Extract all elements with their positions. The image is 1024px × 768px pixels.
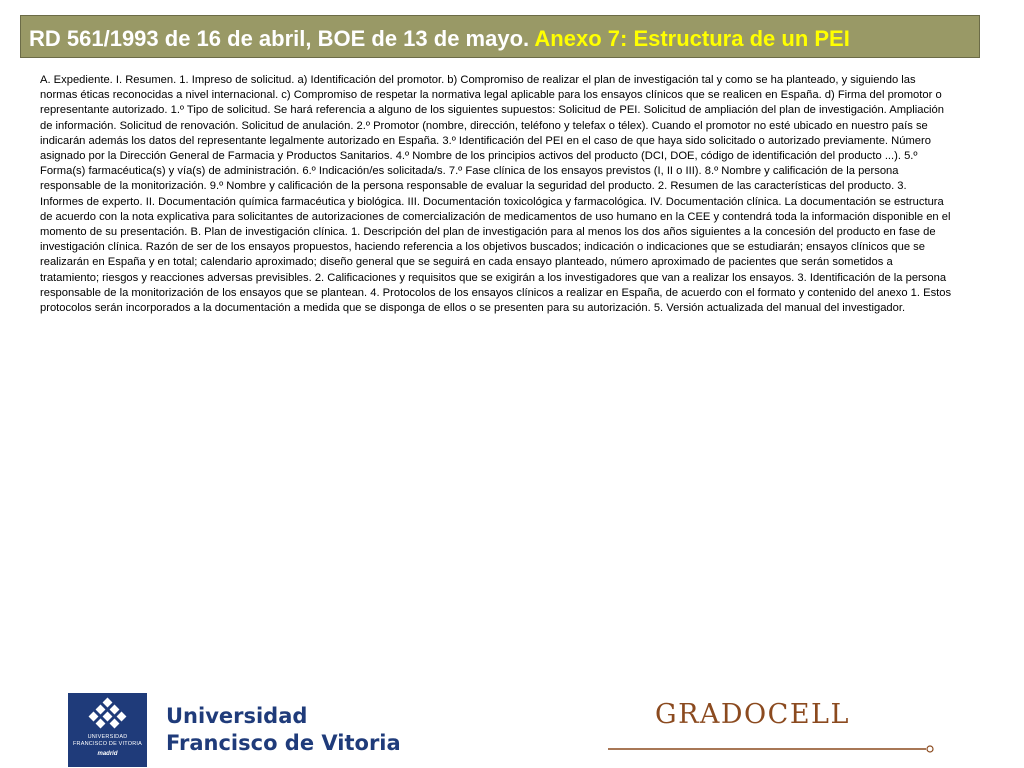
title-highlight: Anexo 7: Estructura de un PEI <box>534 26 850 51</box>
ufv-emblem-line2: FRANCISCO DE VITORIA <box>73 741 142 747</box>
gradocell-logo <box>608 698 948 758</box>
ufv-emblem <box>68 693 147 767</box>
ufv-emblem-icon <box>68 693 147 735</box>
ufv-name-line2: Francisco de Vitoria <box>166 731 401 755</box>
ufv-emblem-line1: UNIVERSIDAD <box>87 734 128 740</box>
ufv-logo <box>68 693 408 767</box>
ufv-name-line1: Universidad <box>166 704 308 728</box>
gradocell-underline-icon <box>608 745 938 753</box>
title-main: RD 561/1993 de 16 de abril, BOE de 13 de mayo. <box>29 26 530 51</box>
slide-title <box>29 24 959 54</box>
ufv-emblem-line3: madrid <box>97 751 118 757</box>
body-text: A. Expediente. I. Resumen. 1. Impreso de solicitud. a) Identificación del promotor. b) Compromiso de realizar el plan de investigación tal y como se ha planteado, y siguiendo las normas éticas reconocidas a nivel internacional. c) Compromiso de respetar la normativa legal aplicable para los ensayos clínicos que se realicen en España. d) Firma del promotor o representante autorizado. 1.º Tipo de solicitud. Se hará referencia a alguno de los siguientes supuestos: Solicitud de PEI. Solicitud de ampliación del plan de investigación. Ampliación de información. Solicitud de renovación. Solicitud de anulación. 2.º Promotor (nombre, dirección, teléfono y telefax o télex). Cuando el promotor no esté ubicado en nuestro país se indicarán además los datos del representante legalmente autorizado en España. 3.º Identificación del PEI en el caso de que haya sido solicitado o autorizado previamente. Número asignado por la Dirección General de Farmacia y Productos Sanitarios. 4.º Nombre de los principios activos del producto (DCI, DOE, código de identificación del producto ...). 5.º Forma(s) farmacéutica(s) y vía(s) de administración. 6.º Indicación/es solicitada/s. 7.º Fase clínica de los ensayos previstos (I, II o III). 8.º Nombre y calificación de la persona responsable de la monitorización. 9.º Nombre y calificación de la persona responsable de evaluar la seguridad del producto. 2. Resumen de las características del producto. 3. Informes de experto. II. Documentación química farmacéutica y biológica. III. Documentación toxicológica y farmacológica. IV. Documentación clínica. La documentación se estructura de acuerdo con la nota explicativa para solicitantes de autorizaciones de comercialización de medicamentos de uso humano en la CEE y contendrá toda la información disponible en el momento de su presentación. B. Plan de investigación clínica. 1. Descripción del plan de investigación para al menos los dos años siguientes a la concesión del producto en fase de investigación clínica. Razón de ser de los ensayos propuestos, haciendo referencia a los objetivos buscados; indicación o indicaciones que se estudiarán; ensayos clínicos que se realizarán en España y en total; calendario aproximado; diseño general que se seguirá en cada ensayo planteado, número aproximado de pacientes que serán sometidos a tratamiento; riesgos y reacciones adversas previsibles. 2. Calificaciones y requisitos que se exigirán a los investigadores que van a realizar los ensayos. 3. Identificación de la persona responsable de la monitorización de los ensayos que se plantean. 4. Protocolos de los ensayos clínicos a realizar en España, de acuerdo con el formato y contenido del anexo 1. Estos protocolos serán incorporados a la documentación a medida que se disponga de ellos o se presenten para su autorización. 5. Versión actualizada del manual del investigador. <box>40 74 952 315</box>
gradocell-wordmark: GRADOCELL <box>655 699 850 730</box>
